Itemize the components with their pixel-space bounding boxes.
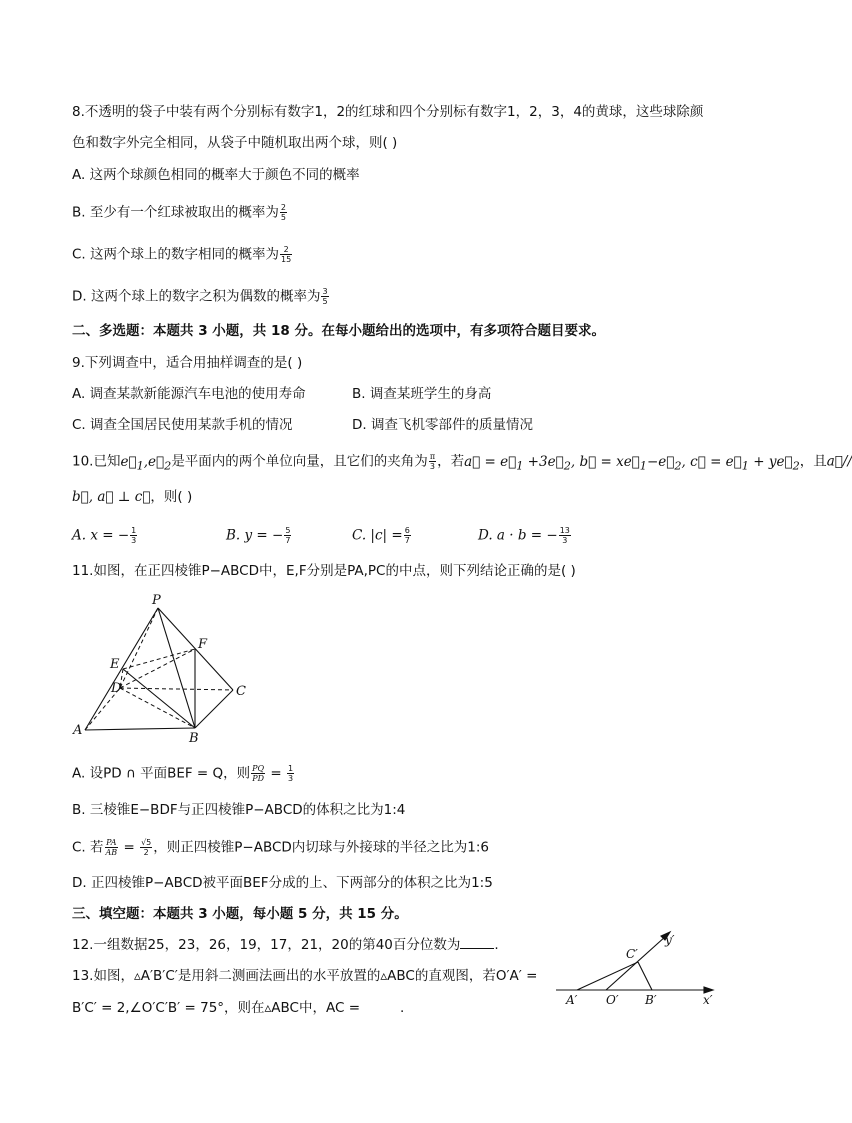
q11-option-c-text-2: ，则正四棱锥P−ABCD内切球与外接球的半径之比为1:6: [153, 839, 490, 856]
label-E: E: [110, 657, 120, 672]
q11-option-a: [72, 764, 295, 783]
q8-option-a: A. 这两个球颜色相同的概率大于颜色不同的概率: [72, 167, 360, 183]
q9-option-d: D. 调查飞机零部件的质量情况: [352, 417, 533, 433]
segment-A-C: [577, 962, 638, 990]
diagonal-DB-hidden: [120, 688, 195, 728]
q8-option-b-text: B. 至少有一个红球被取出的概率为: [72, 204, 279, 221]
q8-option-d-text: D. 这两个球上的数字之积为偶数的概率为: [72, 288, 321, 305]
label-A-prime: A′: [566, 993, 578, 1007]
q8-stem-line2: 色和数字外完全相同，从袋子中随机取出两个球，则( ): [72, 135, 398, 151]
q8-option-b: [72, 203, 288, 222]
q10-text-2: 是平面内的两个单位向量，且它们的夹角为: [171, 453, 428, 470]
q11-option-c-ratio: [105, 838, 119, 857]
q13-stem-line1: 13.如图，▵A′B′C′是用斜二测画法画出的水平放置的▵ABC的直观图，若O′A′ =: [72, 968, 538, 984]
q8-stem-line1: 8.不透明的袋子中装有两个分别标有数字1，2的红球和四个分别标有数字1，2，3，4的黄球，这些球除颜: [72, 104, 704, 120]
label-x-prime: x′: [703, 993, 713, 1007]
label-A: A: [73, 723, 83, 738]
q10-vector-definitions: a⃗ = $e⃗_1$ $+3e⃗_2$, b⃗ = $xe⃗_1-e⃗_2$, c⃗ = $e⃗_1$ + $ye⃗_2$: [464, 453, 800, 473]
q8-option-c-fraction: [280, 245, 292, 264]
denominator: 2: [143, 848, 149, 857]
segment-EB: [123, 669, 195, 728]
equals: =: [119, 839, 140, 856]
q10-conditions: b⃗, a⃗ ⊥ c⃗: [72, 489, 151, 505]
q10-option-a: [72, 526, 138, 545]
segment-DF-hidden: [120, 649, 195, 688]
q10-option-b-text: B. y = −: [226, 527, 284, 544]
q11-option-c-text-1: C. 若: [72, 839, 104, 856]
q10-option-d: [478, 526, 572, 545]
q11-option-b: B. 三棱锥E−BDF与正四棱锥P−ABCD的体积之比为1:4: [72, 802, 406, 818]
denominator: 5: [322, 297, 328, 306]
q11-stem: 11.如图，在正四棱锥P−ABCD中，E,F分别是PA,PC的中点，则下列结论正确的是( ): [72, 563, 576, 579]
section-2-heading: 二、多选题：本题共 3 小题，共 18 分。在每小题给出的选项中，有多项符合题目要求。: [72, 323, 605, 339]
q9-stem: 9.下列调查中，适合用抽样调查的是( ): [72, 355, 303, 371]
edge-AB: [85, 728, 195, 730]
q11-option-d: D. 正四棱锥P−ABCD被平面BEF分成的上、下两部分的体积之比为1:5: [72, 875, 493, 891]
q8-option-c: [72, 245, 293, 264]
numerator: 2: [280, 245, 292, 255]
section-3-heading: 三、填空题：本题共 3 小题，每小题 5 分，共 15 分。: [72, 906, 408, 922]
denominator: 7: [404, 536, 410, 545]
denominator: 3: [131, 536, 137, 545]
q10-parallel-a: a⃗//: [826, 453, 852, 470]
label-P: P: [152, 593, 161, 608]
edge-DC-hidden: [120, 688, 233, 690]
q10-stem-line1: [72, 452, 852, 475]
q10-vectors-e1e2: $e⃗_1,e⃗_2$: [120, 453, 172, 473]
numerator: 1: [131, 526, 137, 535]
q9-option-a: A. 调查某款新能源汽车电池的使用寿命: [72, 386, 306, 402]
q12-period: .: [494, 937, 499, 953]
denominator: 5: [280, 213, 286, 222]
denominator: 7: [285, 536, 291, 545]
numerator: 13: [559, 526, 570, 535]
q10-option-a-text: A. x = −: [72, 527, 130, 544]
numerator: PQ: [252, 764, 265, 773]
pyramid-figure: [70, 590, 260, 748]
q11-option-c: [72, 838, 489, 857]
q10-text-1: 10.已知: [72, 453, 121, 470]
label-B: B: [189, 731, 199, 746]
q8-option-d-fraction: [321, 287, 328, 306]
denominator: 3: [288, 774, 294, 783]
q10-angle-fraction: $\frac{\pi}{3}$: [429, 452, 436, 471]
denominator: 3: [562, 536, 568, 545]
q13-period: .: [400, 1000, 405, 1016]
denominator: 15: [281, 255, 292, 264]
q11-option-a-ratio: [251, 764, 265, 783]
q10-option-b-fraction: [284, 526, 291, 545]
q10-stem-line2: [72, 488, 192, 506]
q11-option-a-text: A. 设PD ∩ 平面BEF = Q，则: [72, 765, 251, 782]
segment-C-B: [638, 962, 652, 990]
q12-answer-blank[interactable]: [460, 936, 494, 949]
label-y-prime: y′: [665, 933, 675, 947]
q13-stem-line2: [72, 999, 404, 1017]
q11-option-a-value: [287, 764, 294, 783]
q9-option-b: B. 调查某班学生的身高: [352, 386, 492, 402]
numerator: 3: [322, 287, 328, 296]
q10-option-c: [352, 526, 412, 545]
label-D: D: [111, 681, 122, 696]
label-O-prime: O′: [606, 993, 619, 1007]
q10-option-b: [226, 526, 292, 545]
equals: =: [266, 765, 287, 782]
q10-option-a-fraction: [130, 526, 137, 545]
q8-option-b-fraction: [280, 203, 287, 222]
q10-text-4: ，且: [799, 453, 827, 470]
numerator: √5: [141, 838, 152, 847]
edge-PB: [158, 608, 195, 728]
edge-BC: [195, 690, 233, 728]
q10-option-d-text: D. a · b = −: [478, 527, 558, 544]
q12-text: 12.一组数据25，23，26，19，17，21，20的第40百分位数为: [72, 937, 461, 953]
numerator: 2: [280, 203, 286, 212]
q13-text: B′C′ = 2,∠O′C′B′ = 75°，则在▵ABC中，AC =: [72, 1000, 361, 1016]
q10-text-5: ，则( ): [150, 489, 193, 505]
label-F: F: [198, 637, 208, 652]
q8-option-d: [72, 287, 330, 306]
q10-text-3: ，若: [437, 453, 465, 470]
numerator: PA: [106, 838, 117, 847]
q8-option-c-text: C. 这两个球上的数字相同的概率为: [72, 246, 280, 263]
q10-option-c-text: C. |c| =: [352, 527, 403, 544]
q12-stem: [72, 936, 499, 954]
oblique-drawing-figure: [556, 928, 726, 1013]
q9-option-c: C. 调查全国居民使用某款手机的情况: [72, 417, 293, 433]
denominator: PD: [252, 774, 265, 783]
denominator: AB: [105, 848, 118, 857]
edge-PA: [85, 608, 158, 730]
numerator: 5: [285, 526, 291, 535]
q11-option-c-value: [140, 838, 152, 857]
numerator: 1: [288, 764, 294, 773]
q10-option-c-fraction: [404, 526, 411, 545]
label-C: C: [236, 684, 246, 699]
edge-PD-hidden: [120, 608, 158, 688]
q10-option-d-fraction: [559, 526, 571, 545]
label-C-prime: C′: [626, 947, 638, 961]
numerator: 6: [404, 526, 410, 535]
label-B-prime: B′: [645, 993, 657, 1007]
